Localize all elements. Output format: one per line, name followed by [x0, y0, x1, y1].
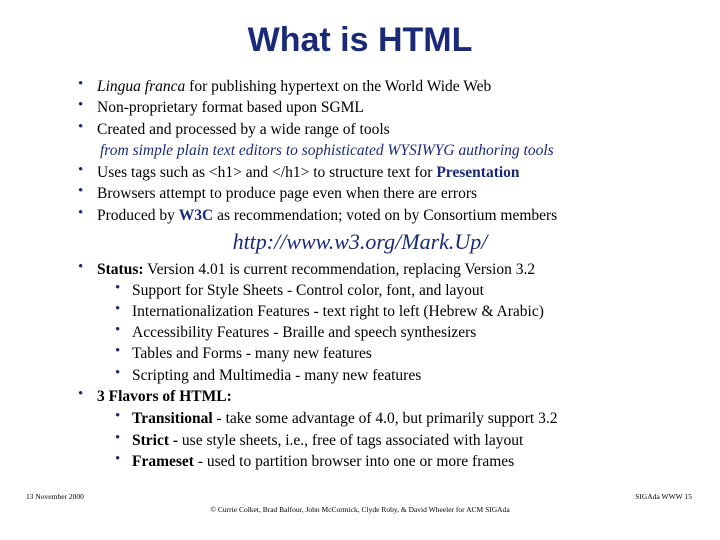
status-label: Status: [97, 261, 144, 278]
status-item: Tables and Forms - many new features [132, 345, 372, 362]
bullet-icon: • [115, 451, 121, 467]
uses-tags-text: Uses tags such as <h1> and </h1> to structure text for [97, 164, 437, 181]
footer-credit: © Currie Colket, Brad Balfour, John McCormick, Clyde Roby, & David Wheeler for ACM SIGAda [210, 505, 510, 514]
bullet-icon: • [115, 322, 121, 338]
bullet-icon: • [78, 119, 84, 135]
footer-date: 13 November 2000 [26, 492, 84, 501]
w3c-markup-link[interactable]: http://www.w3.org/Mark.Up/ [232, 229, 488, 254]
bullet-icon: • [78, 76, 84, 92]
slide-title: What is HTML [247, 21, 473, 59]
status-item: Internationalization Features - text right to left (Hebrew & Arabic) [132, 303, 544, 320]
produced-by-text: Produced by [97, 207, 179, 224]
bullet-icon: • [78, 162, 84, 178]
flavors-label: 3 Flavors of HTML: [97, 388, 232, 405]
bullet-icon: • [115, 280, 121, 296]
tools-subtext: from simple plain text editors to sophisticated WYSIWYG authoring tools [100, 142, 554, 159]
bullet-icon: • [78, 386, 84, 402]
bullet-created: Created and processed by a wide range of tools [97, 121, 390, 138]
bullet-produced-by [97, 205, 557, 226]
status-item: Scripting and Multimedia - many new features [132, 367, 422, 384]
bullet-icon: • [115, 365, 121, 381]
bullet-non-proprietary: Non-proprietary format based upon SGML [97, 99, 364, 116]
flavor-item-transitional [132, 408, 557, 429]
produced-by-rest: as recommendation; voted on by Consortium members [213, 207, 558, 224]
bullet-uses-tags [97, 162, 520, 183]
flavor-desc: - take some advantage of 4.0, but primarily support 3.2 [212, 410, 558, 427]
bullet-status [97, 259, 535, 280]
status-item: Support for Style Sheets - Control color, font, and layout [132, 282, 484, 299]
lingua-franca-text: Lingua franca [97, 78, 186, 95]
bullet-icon: • [78, 183, 84, 199]
flavor-item-frameset [132, 451, 514, 472]
status-text: Version 4.01 is current recommendation, replacing Version 3.2 [143, 261, 536, 278]
bullet-browsers: Browsers attempt to produce page even when there are errors [97, 185, 478, 202]
presentation-highlight: Presentation [436, 164, 520, 181]
flavor-desc: use style sheets, i.e., free of tags associated with layout [178, 432, 524, 449]
flavor-desc: - used to partition browser into one or more frames [193, 453, 515, 470]
bullet-icon: • [115, 301, 121, 317]
bullet-icon: • [78, 97, 84, 113]
flavor-name: Frameset [132, 453, 194, 470]
lingua-franca-rest: for publishing hypertext on the World Wide Web [185, 78, 492, 95]
w3c-highlight: W3C [178, 207, 214, 224]
status-item: Accessibility Features - Braille and speech synthesizers [132, 324, 477, 341]
bullet-icon: • [78, 259, 84, 275]
flavor-name: Transitional [132, 410, 213, 427]
bullet-icon: • [115, 430, 121, 446]
flavor-name: Strict - [132, 432, 179, 449]
bullet-icon: • [115, 343, 121, 359]
bullet-lingua-franca [97, 76, 491, 97]
footer-slide-number: SIGAda WWW 15 [635, 492, 692, 501]
bullet-icon: • [115, 408, 121, 424]
bullet-icon: • [78, 205, 84, 221]
flavor-item-strict [132, 430, 523, 451]
